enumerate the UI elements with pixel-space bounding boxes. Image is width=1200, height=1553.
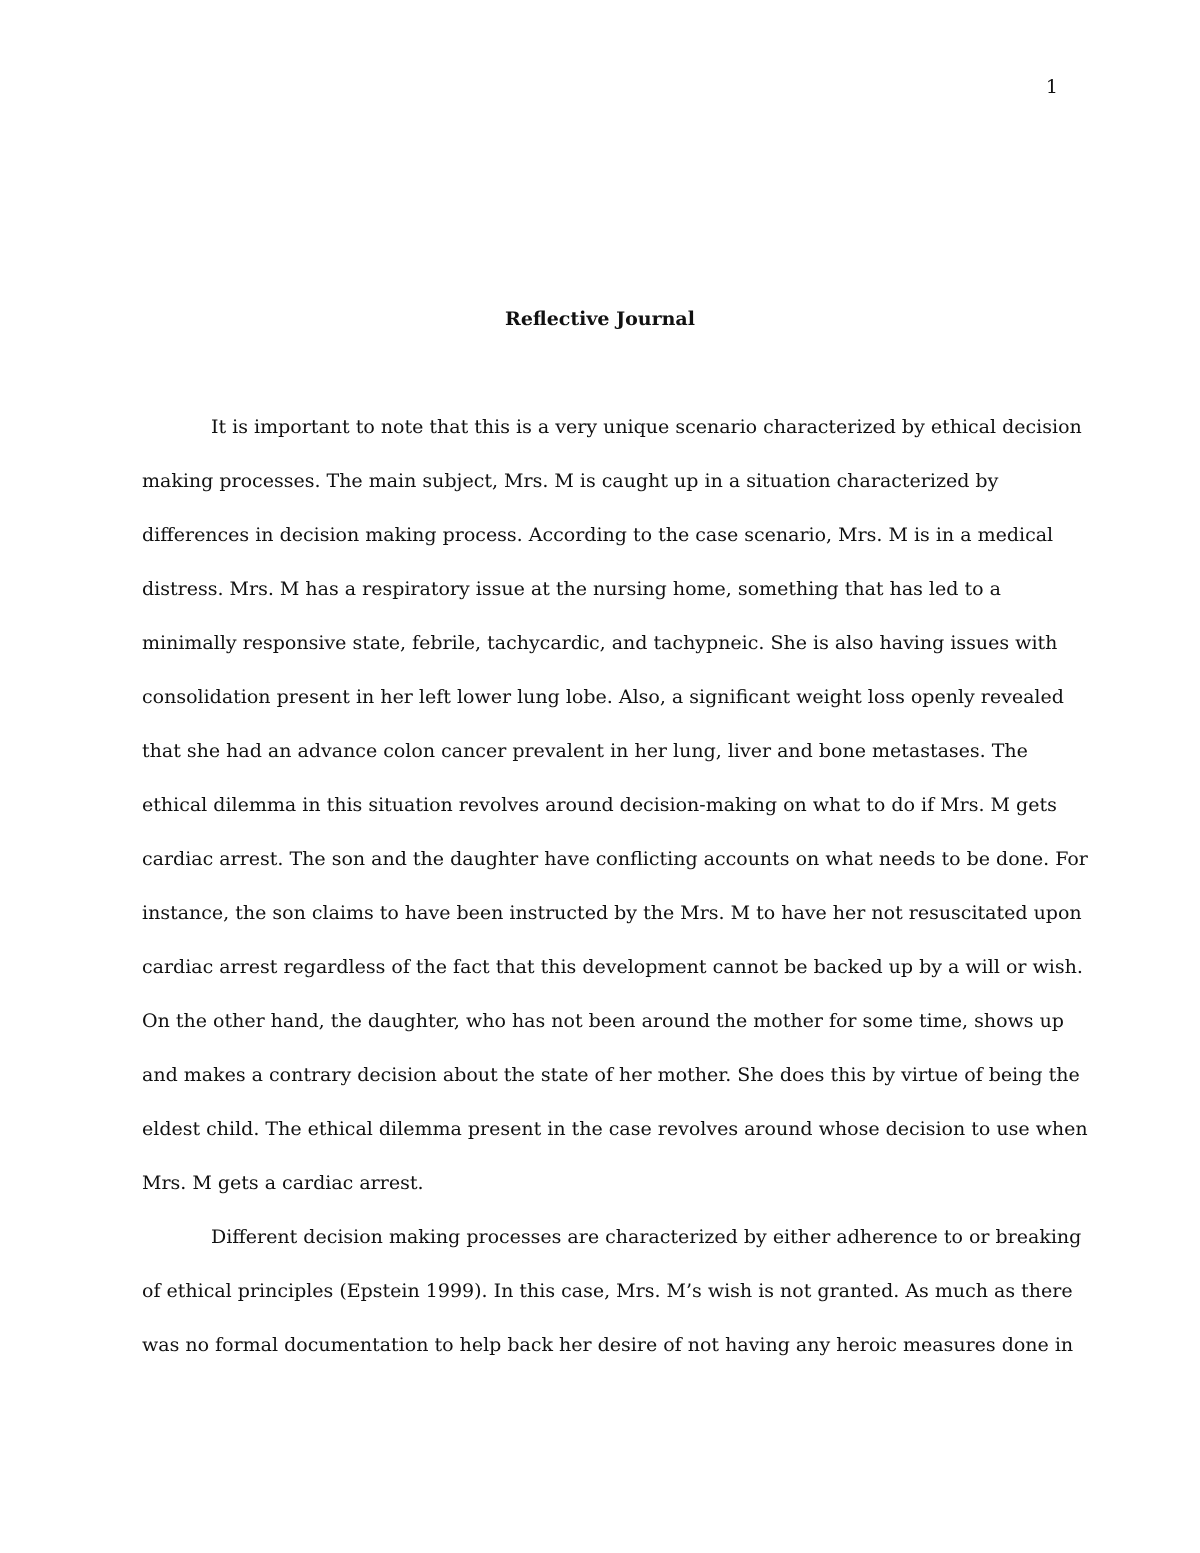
body-line: differences in decision making process. According to the case scenario, Mrs. M is in a medical [142, 524, 1054, 546]
body-line: minimally responsive state, febrile, tachycardic, and tachypneic. She is also having issues with [142, 632, 1058, 654]
body-line: of ethical principles (Epstein 1999). In this case, Mrs. M’s wish is not granted. As much as there [142, 1280, 1073, 1302]
body-line: instance, the son claims to have been instructed by the Mrs. M to have her not resuscitated upon [142, 902, 1082, 924]
body-line: ethical dilemma in this situation revolves around decision-making on what to do if Mrs. M gets [142, 794, 1057, 816]
body-line: that she had an advance colon cancer prevalent in her lung, liver and bone metastases. The [142, 740, 1028, 762]
body-line: and makes a contrary decision about the state of her mother. She does this by virtue of being the [142, 1064, 1080, 1086]
page-number: 1 [1045, 76, 1058, 98]
document-body [142, 410, 1088, 1382]
body-line: cardiac arrest. The son and the daughter have conflicting accounts on what needs to be done. For [142, 848, 1088, 870]
body-line: was no formal documentation to help back her desire of not having any heroic measures done in [142, 1334, 1074, 1356]
body-line: Different decision making processes are characterized by either adherence to or breaking [211, 1226, 1082, 1248]
body-line: eldest child. The ethical dilemma present in the case revolves around whose decision to use when [142, 1118, 1088, 1140]
body-line: consolidation present in her left lower lung lobe. Also, a significant weight loss openly revealed [142, 686, 1064, 708]
body-line: It is important to note that this is a very unique scenario characterized by ethical decision [211, 416, 1082, 438]
document-title: Reflective Journal [505, 308, 695, 330]
body-line: making processes. The main subject, Mrs. M is caught up in a situation characterized by [142, 470, 999, 492]
body-line: cardiac arrest regardless of the fact that this development cannot be backed up by a will or wish. [142, 956, 1083, 978]
body-line: Mrs. M gets a cardiac arrest. [142, 1172, 424, 1194]
body-line: distress. Mrs. M has a respiratory issue at the nursing home, something that has led to a [142, 578, 1001, 600]
body-line: On the other hand, the daughter, who has not been around the mother for some time, shows up [142, 1010, 1064, 1032]
